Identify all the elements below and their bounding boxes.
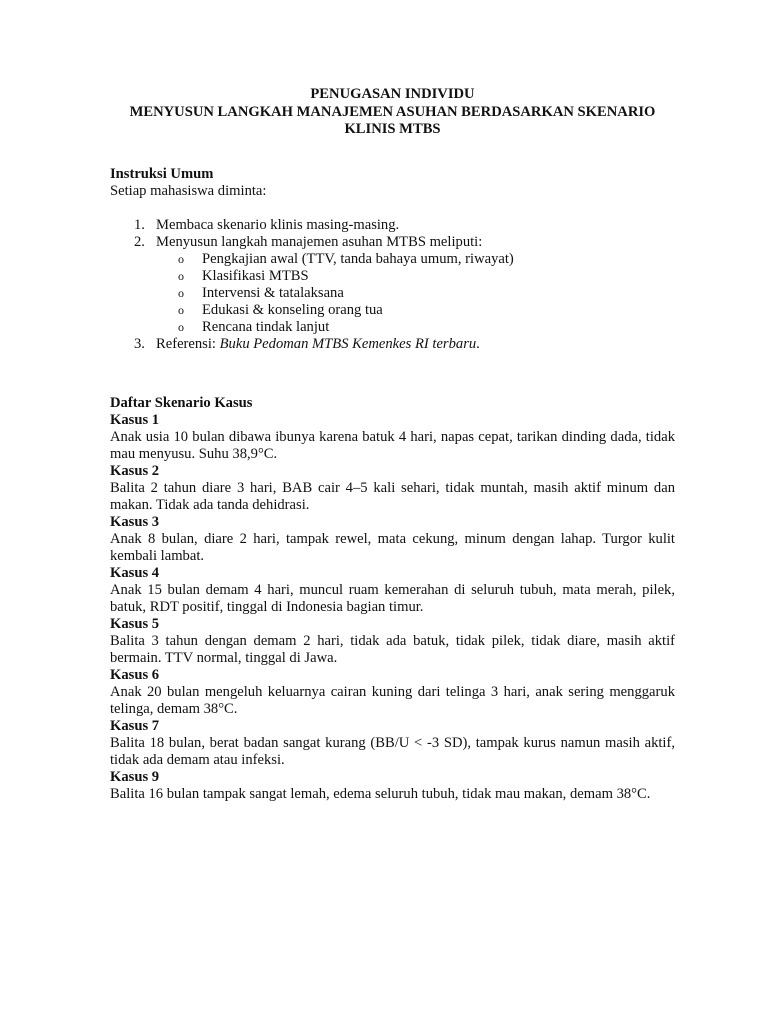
case-item: [110, 565, 675, 616]
bullet-icon: o: [178, 251, 184, 266]
case-text: Balita 3 tahun dengan demam 2 hari, tidak ada batuk, tidak pilek, tidak diare, masih aktif bermain. TTV normal, tinggal di Jawa.: [110, 632, 675, 666]
bullet-icon: o: [178, 268, 184, 283]
subitem-text: Pengkajian awal (TTV, tanda bahaya umum, riwayat): [202, 250, 514, 267]
subitem: [156, 268, 675, 285]
case-title: Kasus 3: [110, 513, 160, 530]
reference-suffix: .: [476, 335, 480, 352]
subitem-text: Intervensi & tatalaksana: [202, 284, 344, 301]
bullet-icon: o: [178, 302, 184, 317]
step-item: [110, 234, 675, 336]
case-text: Anak usia 10 bulan dibawa ibunya karena batuk 4 hari, napas cepat, tarikan dinding dada, tidak mau menyusu. Suhu 38,9°C.: [110, 428, 675, 462]
case-title: Kasus 9: [110, 768, 160, 785]
title-line-2: MENYUSUN LANGKAH MANAJEMEN ASUHAN BERDASARKAN SKENARIO: [129, 103, 656, 120]
instructions-intro: Setiap mahasiswa diminta:: [110, 182, 267, 199]
case-text: Balita 18 bulan, berat badan sangat kurang (BB/U < -3 SD), tampak kurus namun masih aktif, tidak ada demam atau infeksi.: [110, 734, 675, 768]
subitem-text: Edukasi & konseling orang tua: [202, 301, 383, 318]
step-number: 3.: [134, 335, 145, 352]
instructions-steps: [110, 217, 675, 353]
step-subitems: [156, 251, 675, 336]
subitem: [156, 285, 675, 302]
case-title: Kasus 7: [110, 717, 160, 734]
case-item: [110, 769, 675, 803]
reference-title: Buku Pedoman MTBS Kemenkes RI terbaru: [219, 335, 477, 352]
case-item: [110, 616, 675, 667]
case-title: Kasus 4: [110, 564, 160, 581]
case-text: Balita 16 bulan tampak sangat lemah, edema seluruh tubuh, tidak mau makan, demam 38°C.: [110, 785, 651, 802]
step-text: Referensi:: [156, 335, 220, 352]
case-title: Kasus 6: [110, 666, 160, 683]
subitem: [156, 319, 675, 336]
case-text: Anak 15 bulan demam 4 hari, muncul ruam kemerahan di seluruh tubuh, mata merah, pilek, batuk, RDT positif, tinggal di Indonesia bagian timur.: [110, 581, 675, 615]
case-item: [110, 412, 675, 463]
cases-heading: Daftar Skenario Kasus: [110, 394, 253, 411]
step-text: Menyusun langkah manajemen asuhan MTBS meliputi:: [156, 233, 483, 250]
instructions-heading: Instruksi Umum: [110, 165, 214, 182]
step-number: 2.: [134, 233, 145, 250]
case-title: Kasus 5: [110, 615, 160, 632]
subitem-text: Klasifikasi MTBS: [202, 267, 309, 284]
title-line-3: KLINIS MTBS: [344, 121, 441, 137]
case-item: [110, 514, 675, 565]
document-page: [110, 86, 675, 803]
subitem: [156, 302, 675, 319]
subitem-text: Rencana tindak lanjut: [202, 318, 330, 335]
case-text: Anak 8 bulan, diare 2 hari, tampak rewel, mata cekung, minum dengan lahap. Turgor kulit kembali lambat.: [110, 530, 675, 564]
case-title: Kasus 2: [110, 462, 160, 479]
bullet-icon: o: [178, 285, 184, 300]
case-text: Anak 20 bulan mengeluh keluarnya cairan kuning dari telinga 3 hari, anak sering menggaruk telinga, demam 38°C.: [110, 683, 675, 717]
document-title: [110, 86, 675, 139]
bullet-icon: o: [178, 319, 184, 334]
subitem: [156, 251, 675, 268]
case-item: [110, 718, 675, 769]
case-item: [110, 463, 675, 514]
title-line-1: PENUGASAN INDIVIDU: [310, 86, 475, 102]
case-title: Kasus 1: [110, 411, 160, 428]
step-number: 1.: [134, 216, 145, 233]
cases-list: [110, 412, 675, 803]
step-item: [110, 217, 675, 234]
step-text: Membaca skenario klinis masing-masing.: [156, 216, 400, 233]
case-item: [110, 667, 675, 718]
case-text: Balita 2 tahun diare 3 hari, BAB cair 4–5 kali sehari, tidak muntah, masih aktif minum dan makan. Tidak ada tanda dehidrasi.: [110, 479, 675, 513]
step-item: [110, 336, 675, 353]
